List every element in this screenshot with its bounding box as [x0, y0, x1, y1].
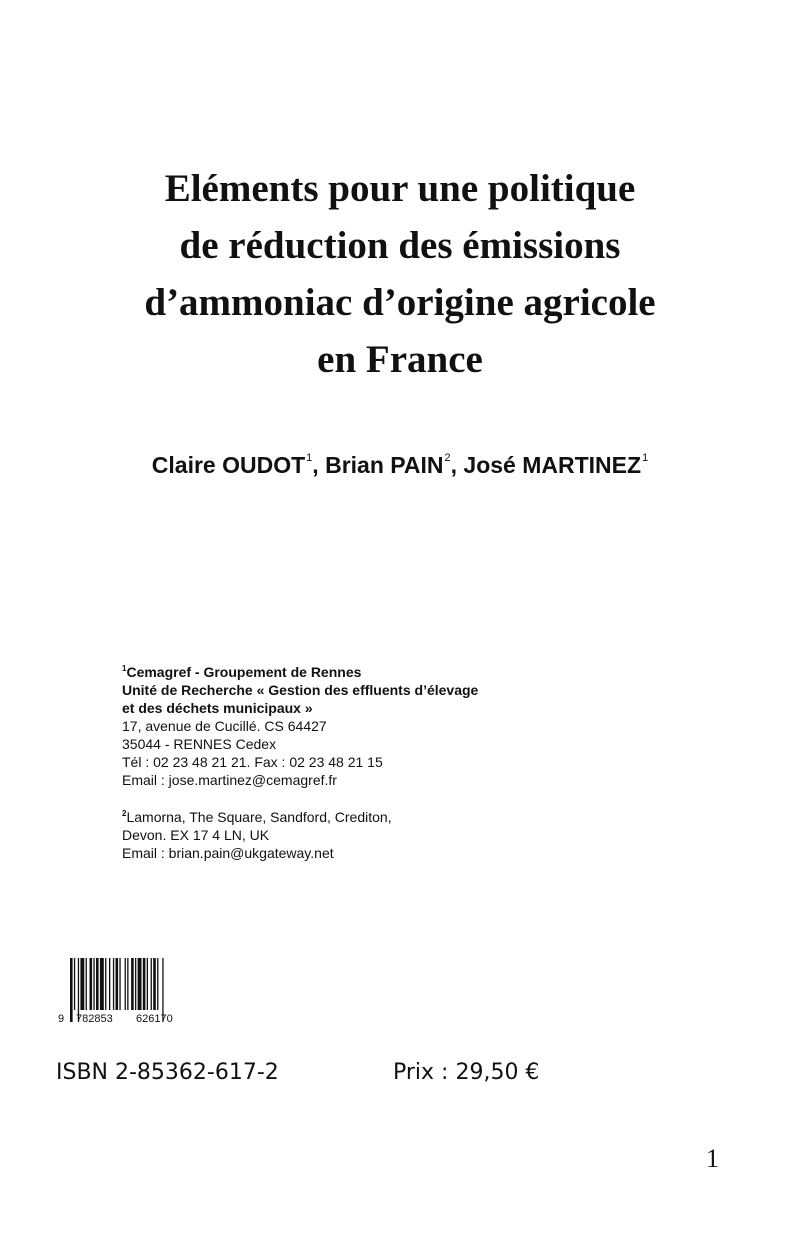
affiliation-line	[122, 660, 478, 681]
book-title	[80, 160, 720, 388]
barcode-bar	[143, 958, 146, 1010]
barcode-bar	[147, 958, 148, 1010]
barcode-bar	[80, 958, 84, 1010]
isbn-text: ISBN 2-85362-617-2	[56, 1060, 279, 1085]
barcode-bar	[100, 958, 104, 1010]
affiliation-line	[122, 735, 478, 753]
barcode-bar	[119, 958, 120, 1010]
barcode-bar	[131, 958, 134, 1010]
author-separator: ,	[312, 452, 326, 478]
barcode-bar	[153, 958, 156, 1010]
affiliation-text: Lamorna, The Square, Sandford, Crediton,	[126, 809, 392, 825]
affiliation-text: Cemagref - Groupement de Rennes	[126, 664, 362, 680]
affiliation-ref: 1	[122, 664, 127, 673]
author-name: Brian PAIN	[325, 452, 444, 478]
author-footnote-ref: 2	[444, 452, 451, 464]
affiliation-line	[122, 717, 478, 735]
affiliation-line	[122, 826, 392, 844]
author-footnote-ref: 1	[306, 452, 313, 464]
affiliation-text: Email : brian.pain@ukgateway.net	[122, 845, 334, 861]
barcode-bar	[135, 958, 136, 1010]
barcode-digits: 782853	[76, 1013, 113, 1024]
barcode-bar	[157, 958, 158, 1010]
title-line: de réduction des émissions	[179, 224, 621, 267]
affiliation-text: Tél : 02 23 48 21 21. Fax : 02 23 48 21 15	[122, 754, 383, 770]
author-name: Claire OUDOT	[151, 452, 306, 478]
author-separator: ,	[450, 452, 464, 478]
title-line: d’ammoniac d’origine agricole	[144, 281, 656, 324]
title-line: en France	[317, 338, 483, 381]
affiliation-line	[122, 753, 478, 771]
title-line: Eléments pour une politique	[164, 167, 636, 210]
author-footnote-ref: 1	[642, 452, 649, 464]
affiliation-line	[122, 699, 478, 717]
affiliation-text: 35044 - RENNES Cedex	[122, 736, 277, 752]
barcode-bar	[93, 958, 94, 1010]
barcode-bar	[127, 958, 128, 1010]
barcode-bar	[109, 958, 110, 1010]
barcode-bar	[90, 958, 93, 1010]
affiliation-line	[122, 844, 392, 862]
barcode-bar	[105, 958, 106, 1010]
barcode-bar	[151, 958, 152, 1010]
affiliation-text: et des déchets municipaux »	[122, 700, 313, 716]
affiliation-line	[122, 681, 478, 699]
affiliation-text: Unité de Recherche « Gestion des effluents d’élevage	[122, 682, 479, 698]
barcode-bar	[70, 958, 73, 1022]
affiliation-ref: 2	[122, 809, 127, 818]
barcode-bar	[116, 958, 119, 1010]
affiliation-text: Devon. EX 17 4 LN, UK	[122, 827, 270, 843]
barcode-bar	[96, 958, 99, 1010]
page-number: 1	[706, 1144, 719, 1173]
affiliation-line	[122, 771, 478, 789]
affiliation-text: 17, avenue de Cucillé. CS 64427	[122, 718, 327, 734]
author-list	[40, 452, 760, 479]
barcode-bar	[74, 958, 75, 1010]
barcode-bar	[113, 958, 114, 1010]
barcode-digits: 9	[58, 1013, 65, 1024]
author-name: José MARTINEZ	[463, 452, 642, 478]
barcode-image	[56, 958, 206, 1024]
affiliation-1	[122, 660, 478, 789]
affiliation-2	[122, 805, 392, 862]
barcode-bar	[125, 958, 126, 1010]
barcode-digits: 626170	[136, 1013, 173, 1024]
affiliation-text: Email : jose.martinez@cemagref.fr	[122, 772, 337, 788]
price-text: Prix : 29,50 €	[393, 1060, 540, 1085]
affiliation-line	[122, 805, 392, 826]
barcode-bar	[86, 958, 87, 1010]
barcode-bar	[138, 958, 142, 1010]
